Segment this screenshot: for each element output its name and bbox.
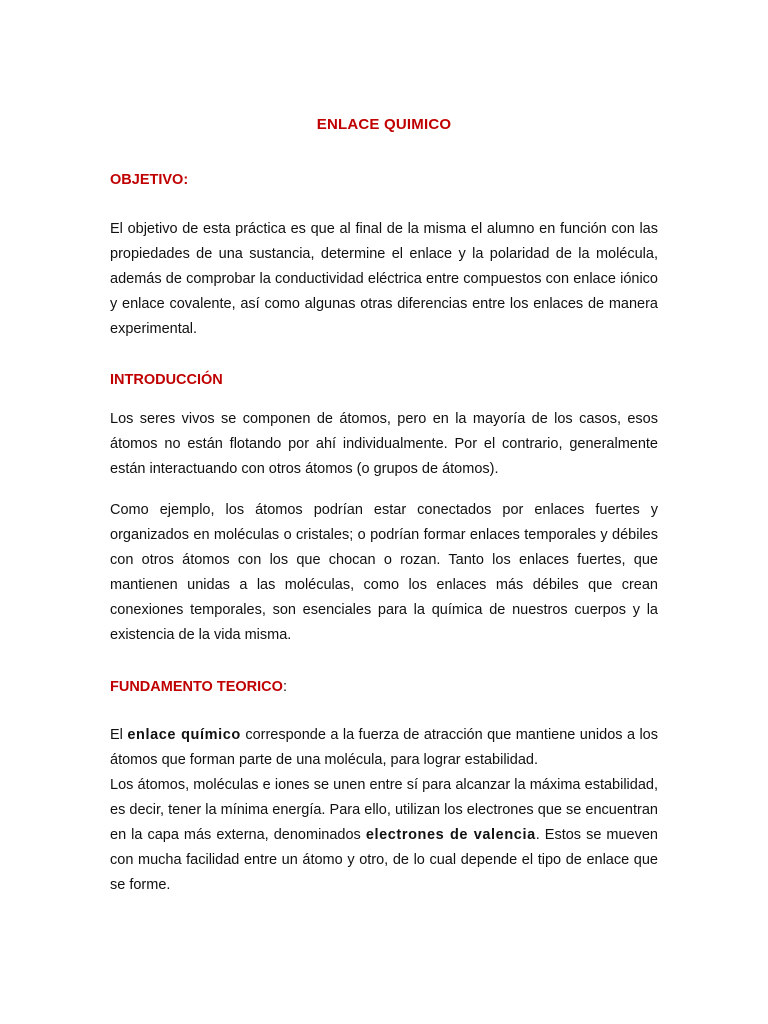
heading-objetivo: OBJETIVO: (110, 172, 189, 188)
fundamento-p1-start: El (110, 727, 128, 743)
fundamento-p2-start: Los átomos, moléculas e iones se unen entre sí para alcanzar la máxima estabilidad, es decir, tener la mínima energía. Para ello, utilizan los electrones que se encuentran en la capa más externa, denominados (110, 777, 658, 843)
heading-introduccion: INTRODUCCIÓN (110, 372, 223, 388)
heading-fundamento-text: FUNDAMENTO TEORICO (110, 679, 283, 695)
paragraph-fundamento (110, 723, 658, 898)
paragraph-objetivo: El objetivo de esta práctica es que al final de la misma el alumno en función con las propiedades de una sustancia, determine el enlace y la polaridad de la molécula, además de comprobar la conductividad eléctrica entre compuestos con enlace iónico y enlace covalente, así como algunas otras diferencias entre los enlaces de manera experimental. (110, 221, 658, 337)
fundamento-sentence-1 (110, 723, 658, 773)
term-electrones-de-valencia: electrones de valencia (365, 827, 536, 843)
fundamento-p2-end: . Estos se mueven con mucha facilidad entre un átomo y otro, de lo cual depende el tipo de enlace que se forme. (110, 827, 658, 893)
heading-fundamento-colon: : (282, 679, 287, 695)
paragraph-introduccion-1: Los seres vivos se componen de átomos, pero en la mayoría de los casos, esos átomos no están flotando por ahí individualmente. Por el contrario, generalmente están interactuando con otros átomos (o grupos de átomos). (110, 411, 658, 477)
document-title: ENLACE QUIMICO (316, 116, 452, 133)
paragraph-introduccion-2: Como ejemplo, los átomos podrían estar conectados por enlaces fuertes y organizados en moléculas o cristales; o podrían formar enlaces temporales y débiles con otros átomos con los que chocan o rozan. Tanto los enlaces fuertes, que mantienen unidas a las moléculas, como los enlaces más débiles que crean conexiones temporales, son esenciales para la química de nuestros cuerpos y la existencia de la vida misma. (110, 502, 658, 643)
fundamento-p1-end: corresponde a la fuerza de atracción que mantiene unidos a los átomos que forman parte de una molécula, para lograr estabilidad. (110, 727, 658, 768)
term-enlace-quimico: enlace químico (127, 727, 241, 743)
heading-fundamento-teorico (110, 677, 287, 697)
fundamento-sentence-2 (110, 773, 658, 898)
